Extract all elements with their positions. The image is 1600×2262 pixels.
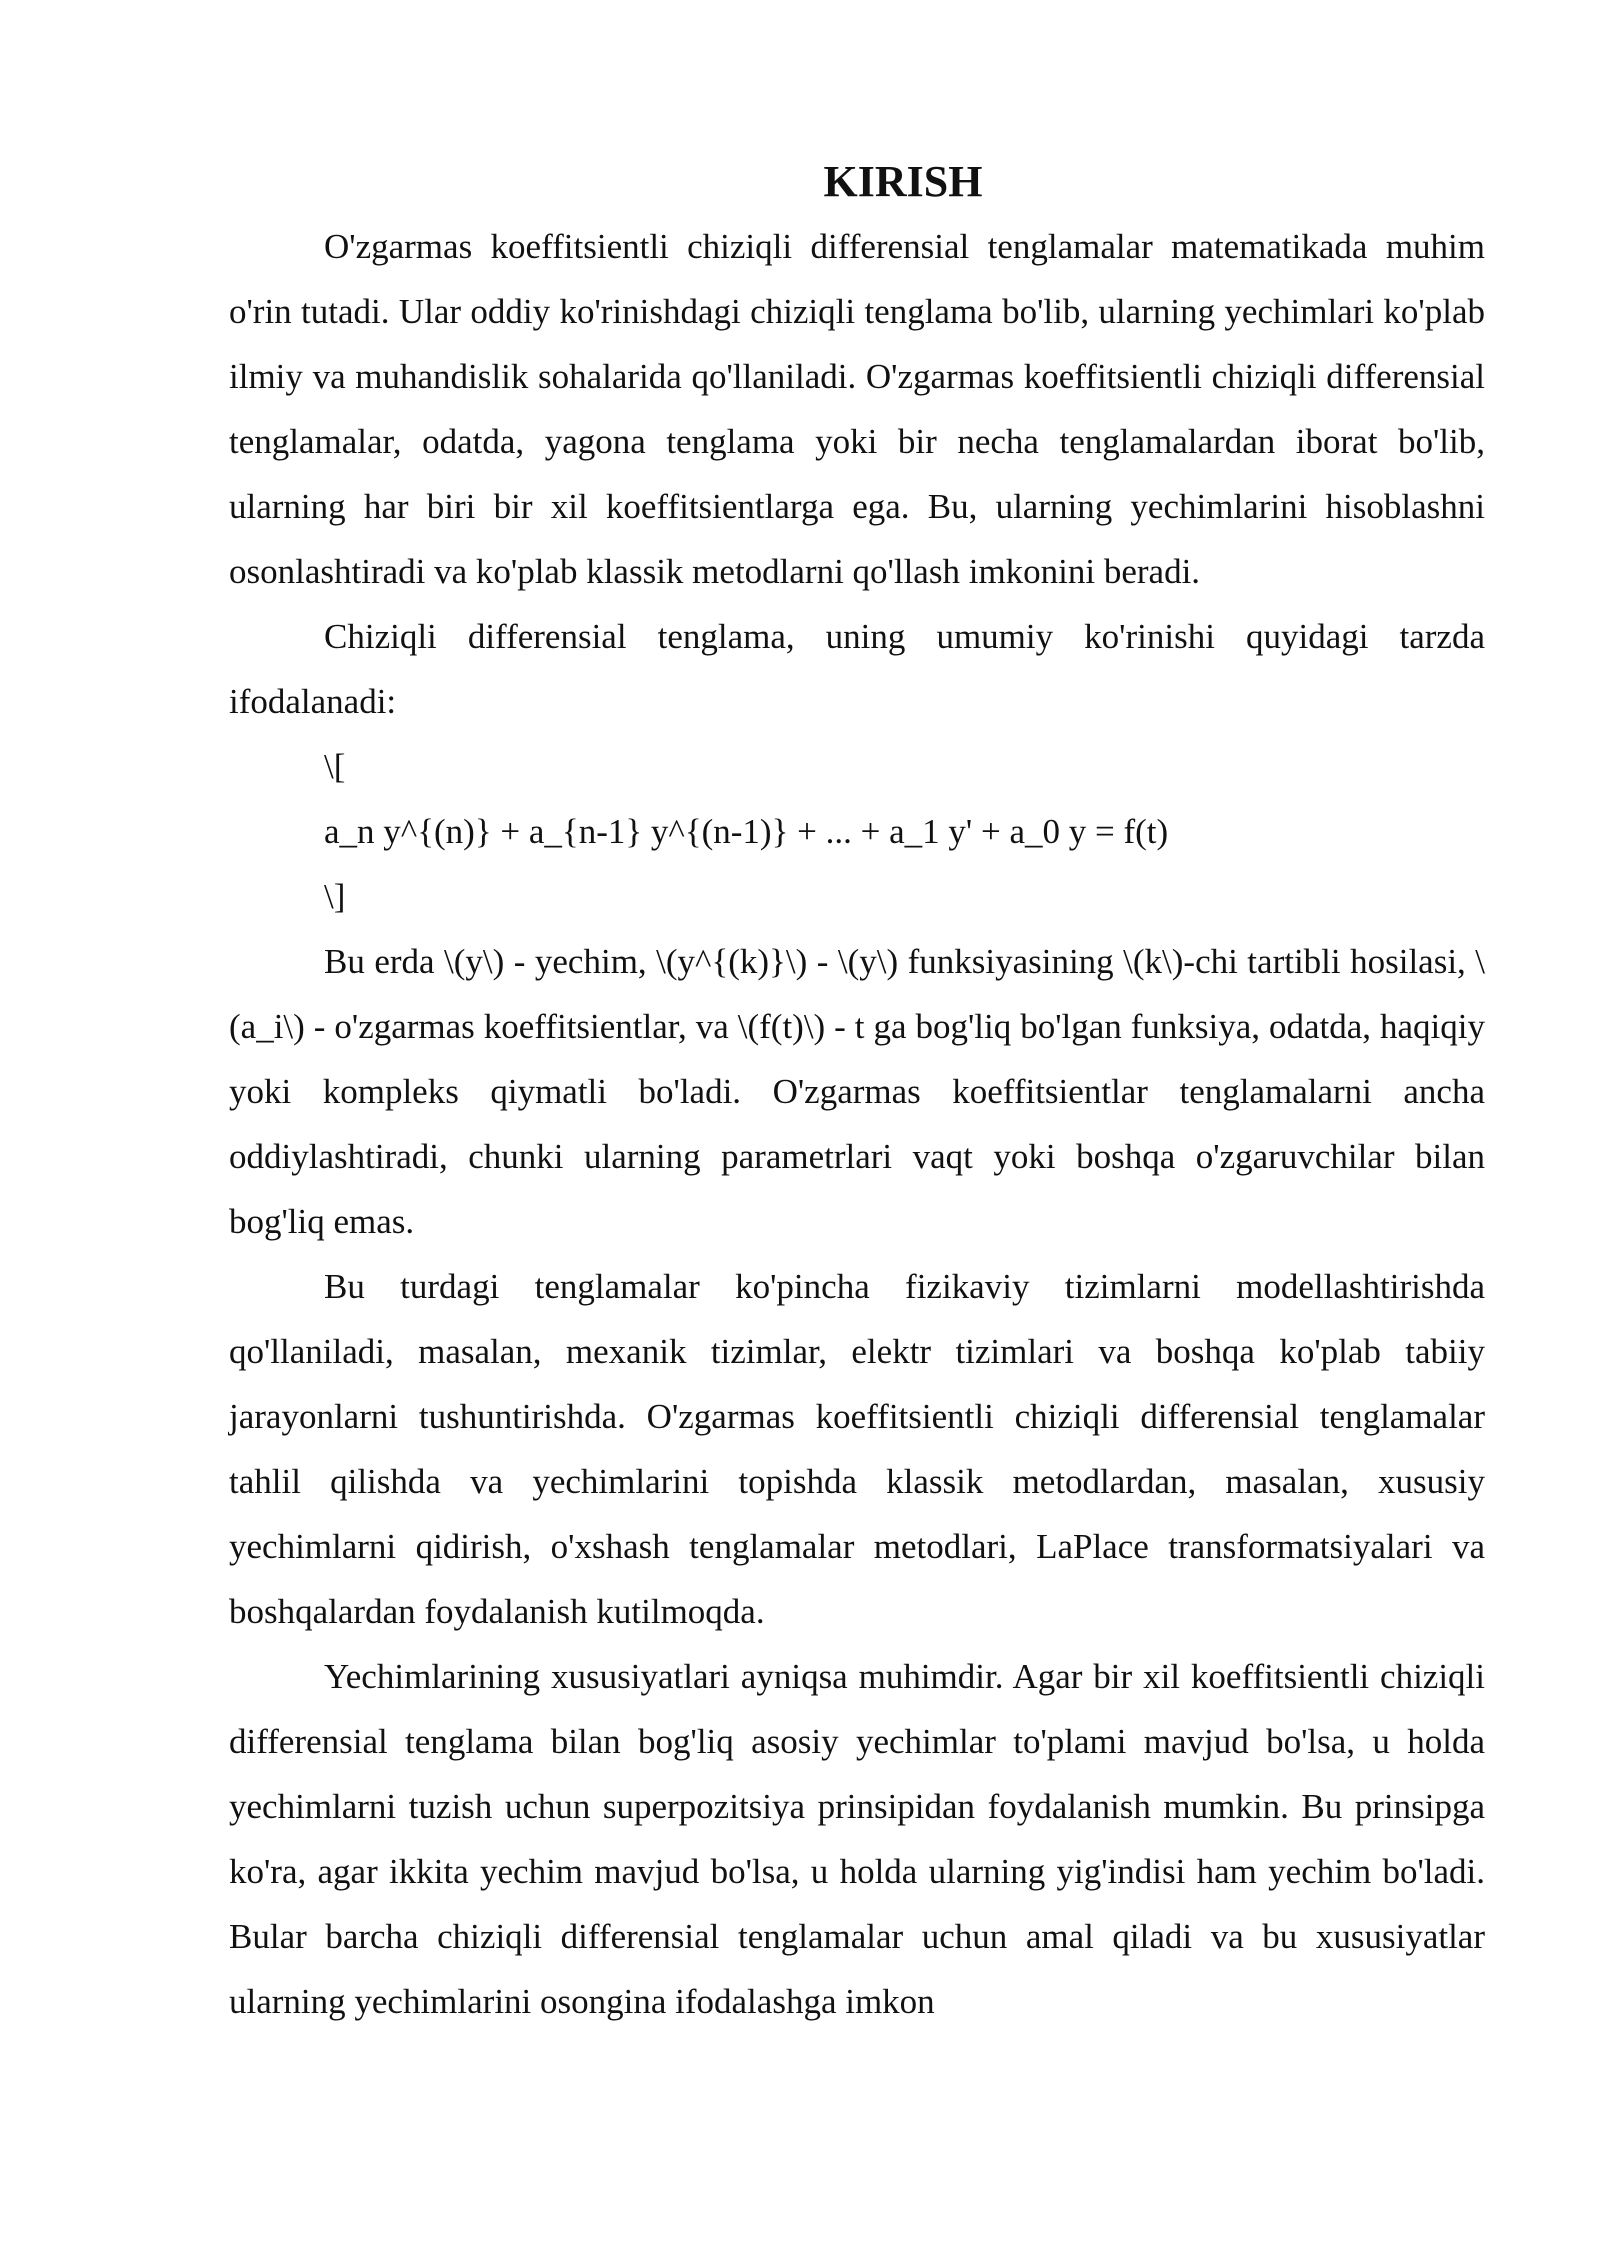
formula-body: a_n y^{(n)} + a_{n-1} y^{(n-1)} + ... + a_1 y' + a_0 y = f(t) <box>324 812 1169 851</box>
intro-paragraph: O'zgarmas koeffitsientli chiziqli differensial tenglamalar matematikada muhim o'rin tutadi. Ular oddiy ko'rinishdagi chiziqli tenglama bo'lib, ularning yechimlari ko'plab ilmiy va muhandislik sohalarida qo'llaniladi. O'zgarmas koeffitsientli chiziqli differensial tenglamalar, odatda, yagona tenglama yoki bir necha tenglamalardan iborat bo'lib, ularning har biri bir xil koeffitsientlarga ega. Bu, ularning yechimlarini hisoblashni osonlashtiradi va ko'plab klassik metodlarni qo'llash imkonini beradi. <box>229 227 1485 591</box>
definitions-paragraph: Bu erda \(y\) - yechim, \(y^{(k)}\) - \(y\) funksiyasining \(k\)-chi tartibli hosilasi, \(a_i\) - o'zgarmas koeffitsientlar, va \(f(t)\) - t ga bog'liq bo'lgan funksiya, odatda, haqiqiy yoki kompleks qiymatli bo'ladi. O'zgarmas koeffitsientlar tenglamalarni ancha oddiylashtiradi, chunki ularning parametrlari vaqt yoki boshqa o'zgaruvchilar bilan bog'liq emas. <box>229 942 1485 1241</box>
page-title: KIRISH <box>823 157 983 206</box>
formula-intro-paragraph: Chiziqli differensial tenglama, uning umumiy ko'rinishi quyidagi tarzda ifodalanadi: <box>229 617 1485 721</box>
applications-paragraph: Bu turdagi tenglamalar ko'pincha fizikaviy tizimlarni modellashtirishda qo'llaniladi, masalan, mexanik tizimlar, elektr tizimlari va boshqa ko'plab tabiiy jarayonlarni tushuntirishda. O'zgarmas koeffitsientli chiziqli differensial tenglamalar tahlil qilishda va yechimlarini topishda klassik metodlardan, masalan, xususiy yechimlarni qidirish, o'xshash tenglamalar metodlari, LaPlace transformatsiyalari va boshqalardan foydalanish kutilmoqda. <box>229 1267 1485 1631</box>
superposition-paragraph: Yechimlarining xususiyatlari ayniqsa muhimdir. Agar bir xil koeffitsientli chiziqli differensial tenglama bilan bog'liq asosiy yechimlar to'plami mavjud bo'lsa, u holda yechimlarni tuzish uchun superpozitsiya prinsipidan foydalanish mumkin. Bu prinsipga ko'ra, agar ikkita yechim mavjud bo'lsa, u holda ularning yig'indisi ham yechim bo'ladi. Bular barcha chiziqli differensial tenglamalar uchun amal qiladi va bu xususiyatlar ularning yechimlarini osongina ifodalashga imkon <box>229 1657 1485 2021</box>
document-page <box>229 150 1485 2034</box>
formula-open-delimiter: \[ <box>324 747 346 786</box>
formula-close-delimiter: \] <box>324 877 346 916</box>
